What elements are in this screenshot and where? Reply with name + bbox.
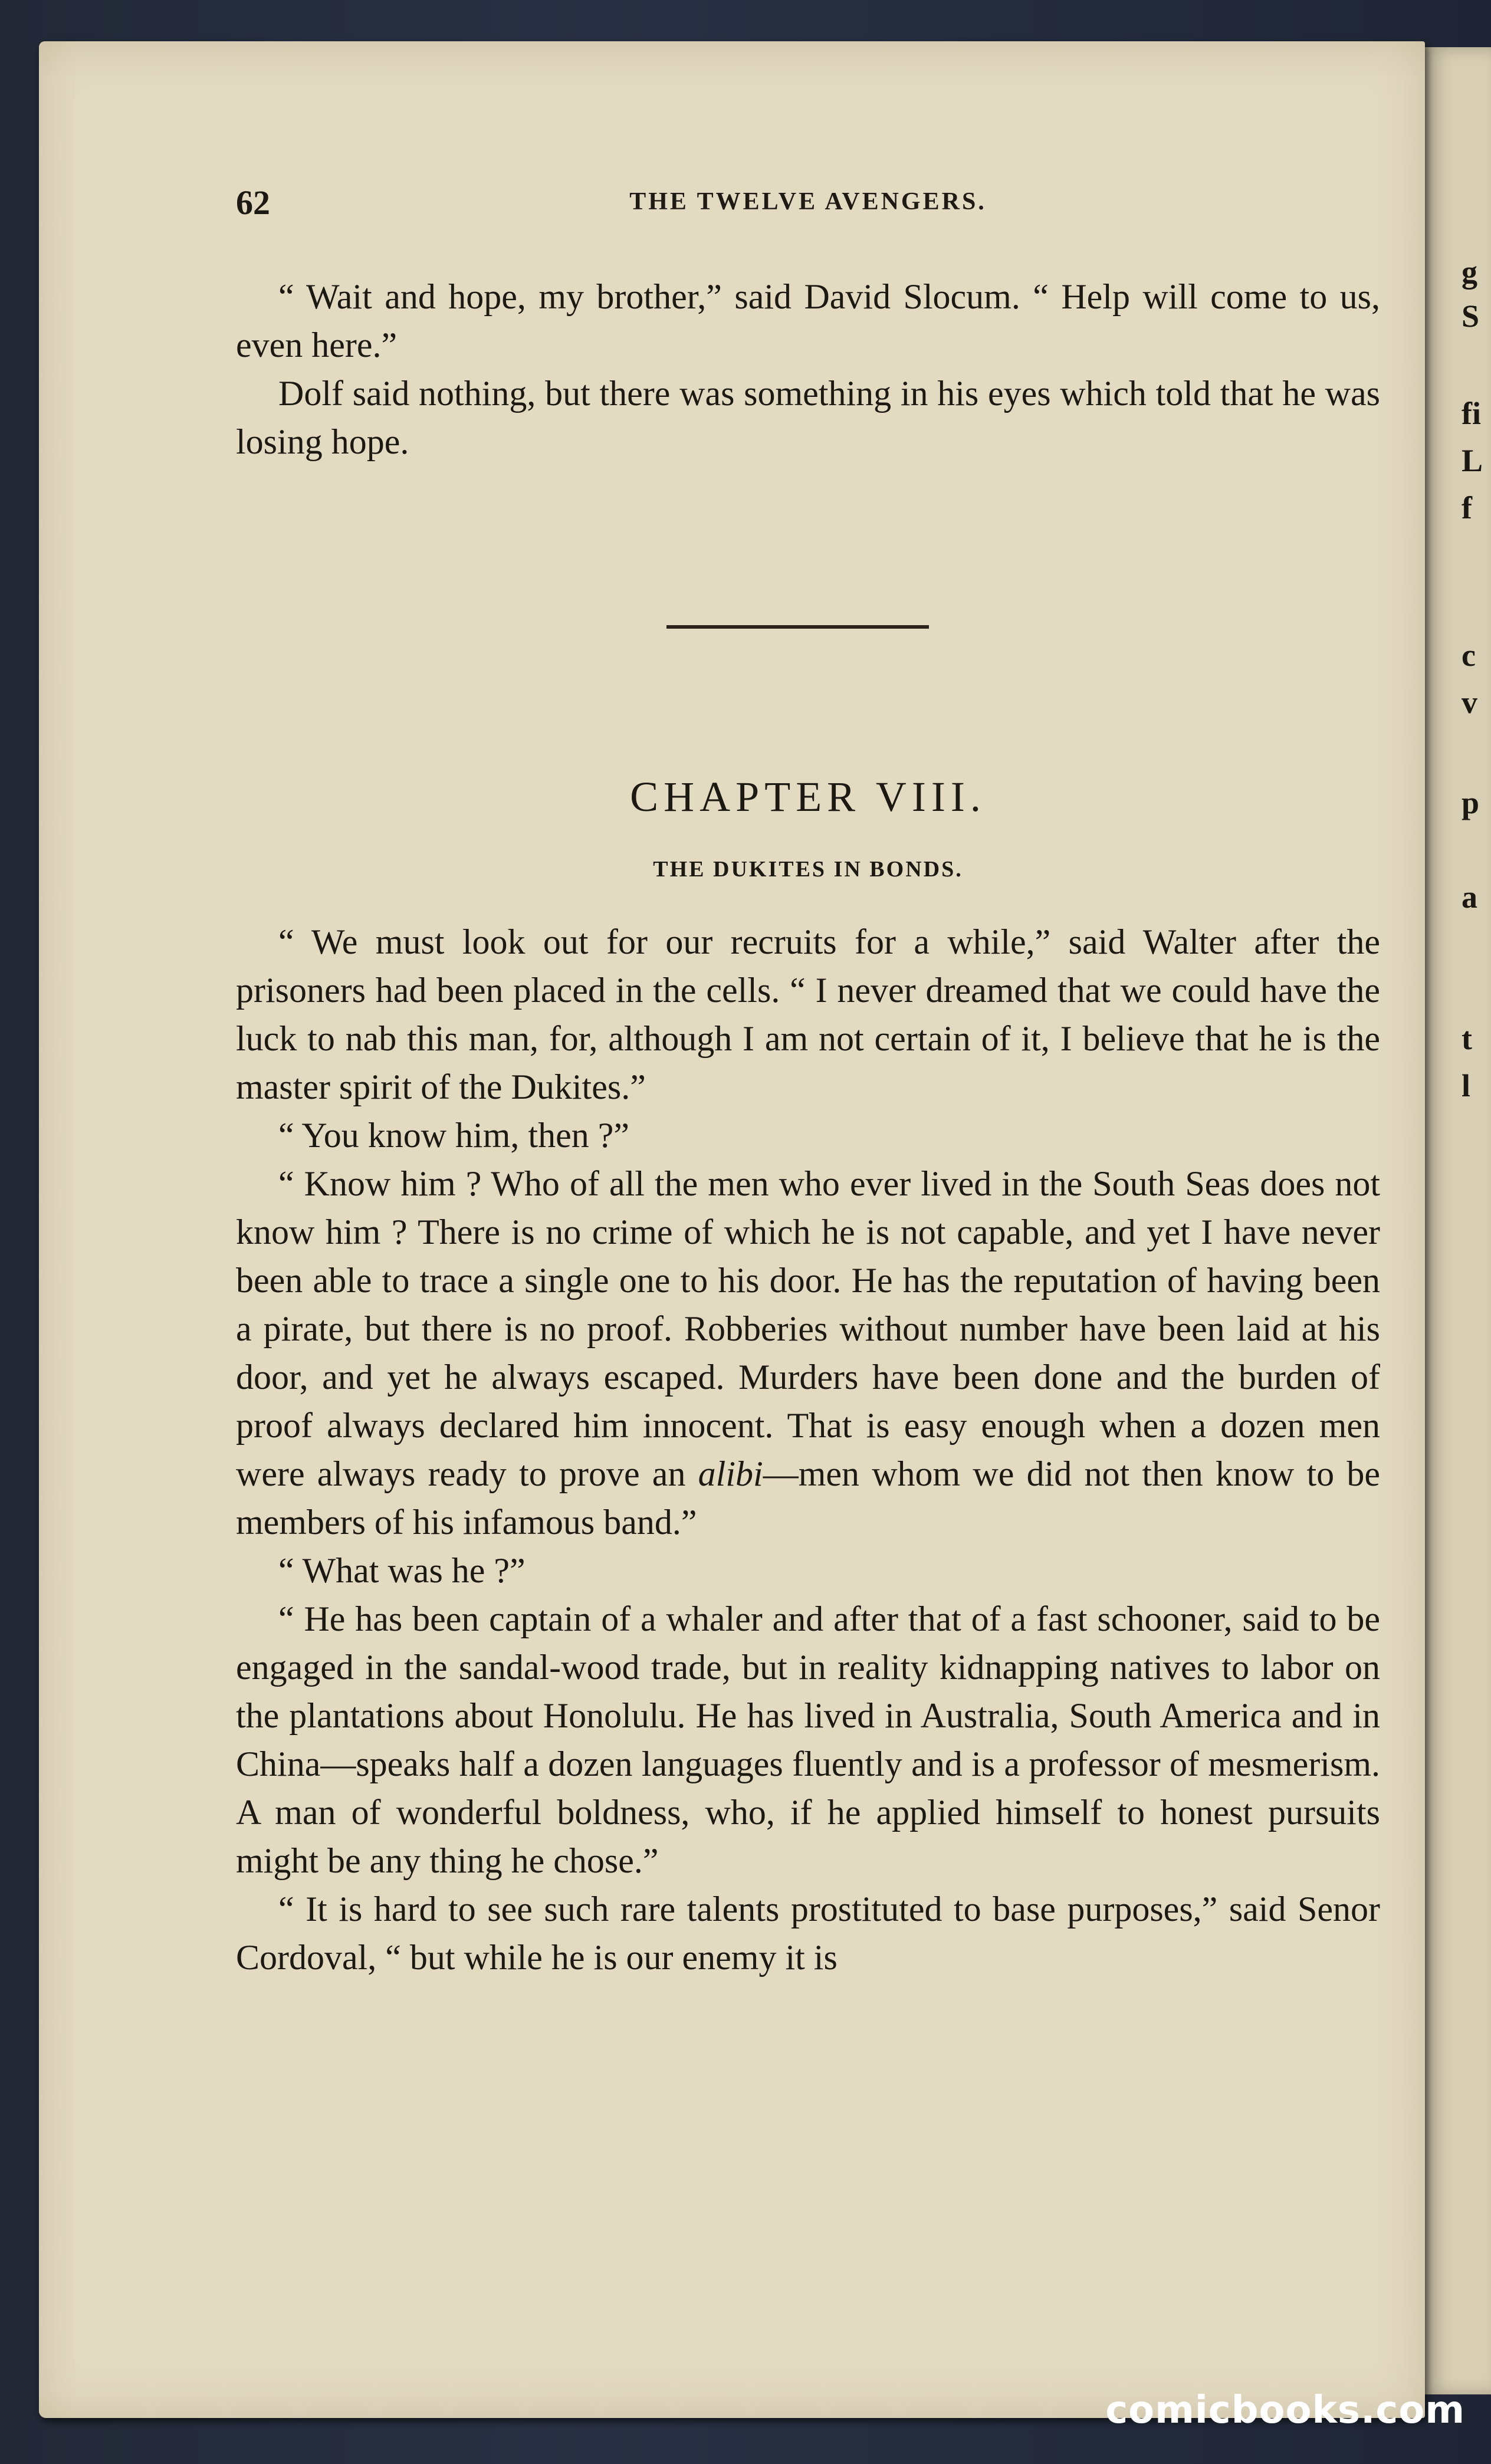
chapter-body [236, 918, 1380, 1982]
paragraph: “ He has been captain of a whaler and after that of a fast schooner, said to be engaged in the sandal-wood trade, but in reality kidnapping natives to labor on the plantations about Honolulu. He has lived in Australia, South America and in China—speaks half a dozen languages fluently and is a professor of mesmerism. A man of wonderful boldness, who, if he applied himself to honest pursuits might be any thing he chose.” [236, 1599, 1380, 1880]
paragraph: “ We must look out for our recruits for a while,” said Walter after the prisoners had been placed in the cells. “ I never dreamed that we could have the luck to nab this man, for, although I am not certain of it, I believe that he is the master spirit of the Dukites.” [236, 922, 1380, 1106]
page-number: 62 [236, 183, 270, 222]
edge-letter: l [1462, 1068, 1471, 1103]
running-head: THE TWELVE AVENGERS. [629, 188, 987, 215]
edge-letter: c [1462, 638, 1476, 673]
facing-page-edge [1425, 47, 1491, 2394]
edge-letter: S [1462, 298, 1480, 334]
edge-letter: t [1462, 1021, 1472, 1056]
chapter-title: CHAPTER VIII. [630, 773, 986, 820]
paragraph: “ It is hard to see such rare talents prostituted to base purposes,” said Senor Cordoval, “ but while he is our enemy it is [236, 1890, 1380, 1977]
edge-letter: fi [1462, 396, 1481, 431]
paragraph: Dolf said nothing, but there was something in his eyes which told that he was losing hope. [236, 374, 1380, 461]
edge-letter: v [1462, 685, 1477, 720]
top-paragraphs [236, 272, 1380, 466]
chapter-subtitle: THE DUKITES IN BONDS. [653, 857, 963, 882]
paragraph: “ Know him ? Who of all the men who ever lived in the South Seas does not know him ? There is no crime of which he is not capable, and yet I have never been able to trace a single one to his door. He has the reputation of having been a pirate, but there is no proof. Robberies without number have been laid at his door, and yet he always escaped. Murders have been done and the burden of proof always declared him innocent. That is easy enough when a dozen men were always ready to prove an alibi—men whom we did not then know to be members of his infamous band.” [236, 1164, 1380, 1542]
section-rule [666, 625, 929, 629]
edge-letter: p [1462, 785, 1480, 820]
edge-letter: f [1462, 490, 1472, 525]
paragraph: “ What was he ?” [278, 1551, 526, 1590]
edge-letter: L [1462, 443, 1483, 478]
edge-letter: a [1462, 879, 1477, 915]
edge-letter: g [1462, 254, 1477, 290]
paragraph: “ Wait and hope, my brother,” said David Slocum. “ Help will come to us, even here.” [236, 277, 1380, 364]
page-header [236, 183, 1380, 230]
paragraph: “ You know him, then ?” [278, 1116, 629, 1155]
watermark: comicbooks.com [1105, 2389, 1465, 2432]
